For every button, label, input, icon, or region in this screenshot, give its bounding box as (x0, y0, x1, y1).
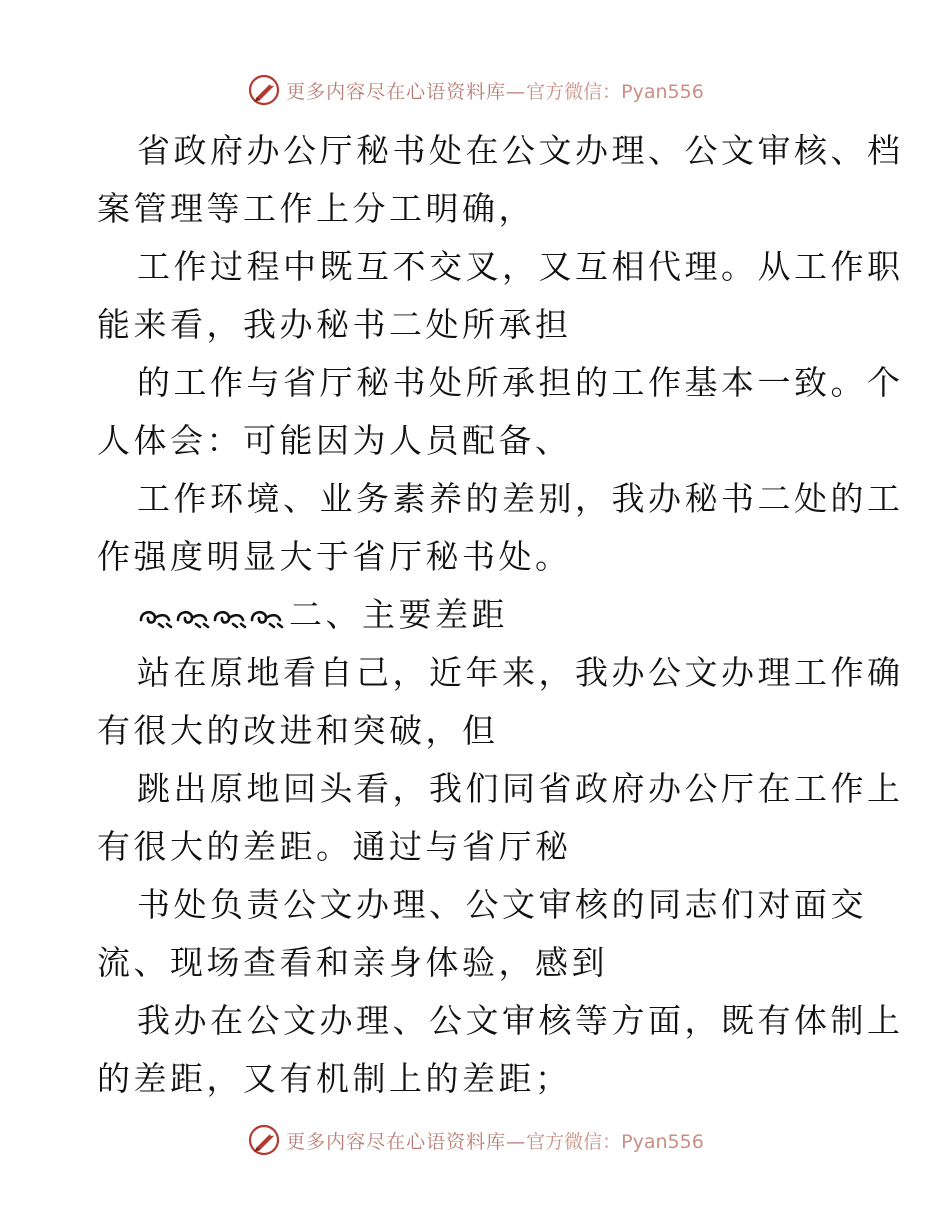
paragraph-line: 能来看，我办秘书二处所承担 (97, 305, 572, 344)
paragraph-line: 省政府办公厅秘书处在公文办理、公文审核、档 (137, 131, 904, 170)
paragraph-line: 有很大的改进和突破，但 (97, 711, 499, 750)
paragraph-line: 的差距，又有机制上的差距； (97, 1059, 572, 1098)
paragraph-line: 案管理等工作上分工明确， (97, 189, 535, 228)
paragraph-line: 工作环境、业务素养的差别，我办秘书二处的工 (137, 479, 904, 518)
section-heading (97, 586, 853, 644)
paragraph-line: 的工作与省厅秘书处所承担的工作基本一致。个 (137, 363, 904, 402)
paragraph-line: 我办在公文办理、公文审核等方面，既有体制上 (137, 1001, 904, 1040)
paragraph-line: 有很大的差距。通过与省厅秘 (97, 827, 572, 866)
paragraph-line: 跳出原地回头看，我们同省政府办公厅在工作上 (137, 769, 904, 808)
section-heading-text: 二、主要差距 (289, 595, 508, 634)
pen-logo-icon (246, 72, 282, 108)
footer-wechat-text: 官方微信：Pyan556 (526, 1130, 704, 1153)
paragraph-line: 站在原地看自己，近年来，我办公文办理工作确 (137, 653, 904, 692)
header-brand-text: 更多内容尽在心语资料库— (286, 80, 527, 103)
document-body (97, 122, 904, 1108)
paragraph-line: 流、现场查看和亲身体验，感到 (97, 943, 608, 982)
header-banner (0, 70, 950, 110)
ornament-icon (137, 604, 287, 630)
paragraph-line: 作强度明显大于省厅秘书处。 (97, 537, 572, 576)
pen-logo-icon (246, 1122, 282, 1158)
paragraph-line: 工作过程中既互不交叉，又互相代理。从工作职 (137, 247, 904, 286)
header-wechat-text: 官方微信：Pyan556 (526, 80, 704, 103)
paragraph-line: 书处负责公文办理、公文审核的同志们对面交 (137, 885, 867, 924)
footer-banner (0, 1120, 950, 1160)
footer-brand-text: 更多内容尽在心语资料库— (286, 1130, 527, 1153)
paragraph-line: 人体会：可能因为人员配备、 (97, 421, 572, 460)
